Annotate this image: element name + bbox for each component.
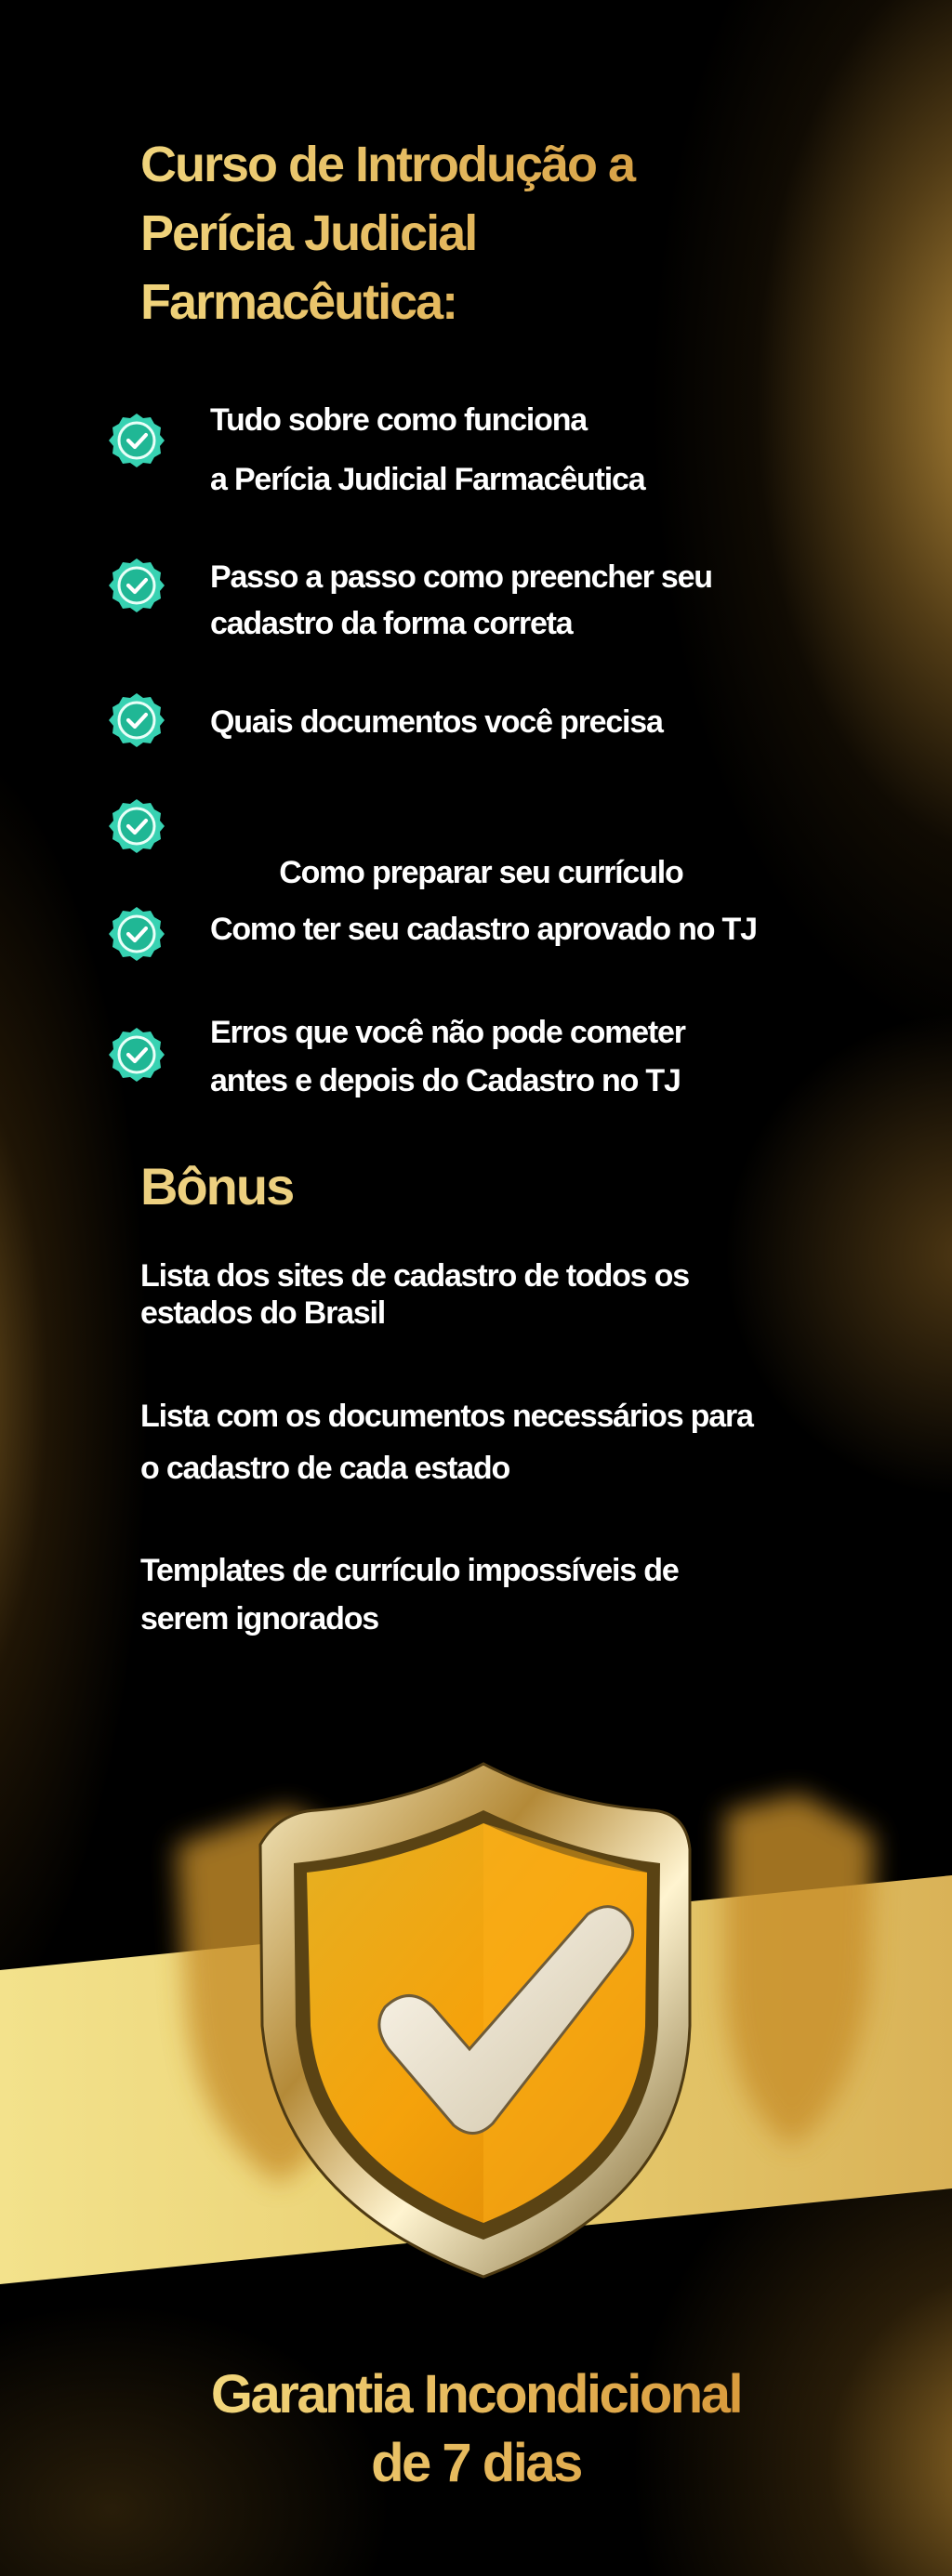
bonus-item: Lista com os documentos necessários para o cadastro de cada estado xyxy=(140,1399,753,1486)
course-title-line-1: Curso de Introdução a xyxy=(140,137,635,192)
guarantee-title xyxy=(0,2360,952,2498)
feature-text: Passo a passo como preencher seu cadastro da forma correta xyxy=(210,559,712,641)
course-title-line-3: Farmacêutica: xyxy=(140,274,457,330)
feature-text: Tudo sobre como funciona a Perícia Judicial Farmacêutica xyxy=(210,402,645,497)
feature-text: Quais documentos você precisa xyxy=(210,704,663,740)
feature-text: Como preparar seu currículo xyxy=(271,855,683,890)
course-title-line-2: Perícia Judicial xyxy=(140,205,477,261)
guarantee-line-2: de 7 dias xyxy=(371,2433,581,2493)
feature-text: Como ter seu cadastro aprovado no TJ xyxy=(210,912,757,947)
bonus-item: Templates de currículo impossíveis de serem ignorados xyxy=(140,1553,679,1636)
feature-text: Erros que você não pode cometer antes e depois do Cadastro no TJ xyxy=(210,1015,685,1098)
bonus-title: Bônus xyxy=(140,1157,294,1216)
guarantee-line-1: Garantia Incondicional xyxy=(210,2364,742,2425)
bonus-item: Lista dos sites de cadastro de todos os estados do Brasil xyxy=(140,1258,689,1331)
